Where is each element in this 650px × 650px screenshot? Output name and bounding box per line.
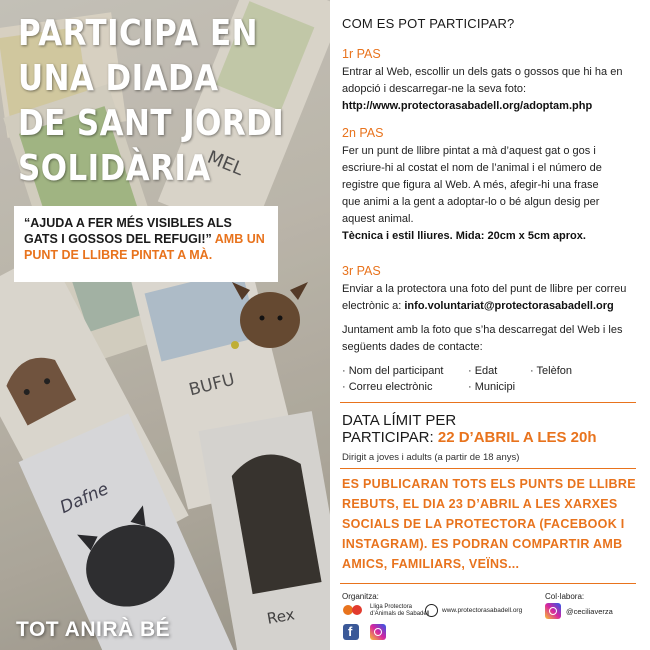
- instagram-icon[interactable]: [370, 624, 386, 640]
- quote-highlight: AMB UN PUNT DE LLIBRE PINTAT A MÀ.: [24, 232, 265, 262]
- title-line: DE SANT JORDI: [18, 103, 285, 144]
- technique-note: Tècnica i estil lliures. Mida: 20cm x 5cm aprox.: [342, 230, 586, 242]
- step-3-label: 3r PAS: [342, 264, 381, 278]
- facebook-icon[interactable]: f: [343, 624, 359, 640]
- title-line: PARTICIPA EN: [18, 13, 258, 54]
- collaborator-label: Col·labora:: [545, 592, 585, 601]
- divider: [340, 583, 636, 584]
- field-item: · Municipi: [468, 381, 516, 393]
- field-item: · Telèfon: [530, 365, 572, 377]
- adopt-url[interactable]: http://www.protectorasabadell.org/adoptam.php: [342, 100, 593, 112]
- step-3-text: Enviar a la protectora una foto del punt de llibre per correu electrònic a: info.voluntariat@protectorasabadell.org Juntament amb la foto que s’ha descarregat del Web i les següents dades de contacte:: [342, 283, 627, 353]
- deadline-title: DATA LÍMIT PER: [342, 412, 457, 429]
- how-to-heading: COM ES POT PARTICIPAR?: [342, 16, 515, 31]
- organizer-label: Organitza:: [342, 592, 379, 601]
- quote-text: “AJUDA A FER MÉS VISIBLES ALS GATS I GOSSOS DEL REFUGI!”: [24, 216, 232, 246]
- divider: [340, 402, 636, 403]
- step-2-text: Fer un punt de llibre pintat a mà d’aquest gat o gos i escriure-hi al costat el nom de l’animal i el número de registre que figura al Web. A més, afegir-hi una frase que animi a la gent a adoptar-lo o bé algun desig per aquest animal. Tècnica i estil lliures. Mida: 20cm x 5cm aprox.: [342, 145, 602, 242]
- contact-email[interactable]: info.voluntariat@protectorasabadell.org: [404, 300, 614, 312]
- field-item: · Edat: [468, 365, 498, 377]
- title-line: SOLIDÀRIA: [18, 148, 211, 189]
- web-icon: [425, 604, 438, 617]
- org-name: Lliga Protectora d’Animals de Sabadell: [370, 604, 430, 617]
- collaborator-handle[interactable]: @ceciliaverza: [566, 607, 613, 616]
- org-logo: [342, 603, 368, 617]
- audience-note: Dirigit a joves i adults (a partir de 18 anys): [342, 452, 520, 463]
- step-2-label: 2n PAS: [342, 126, 384, 140]
- field-item: · Nom del participant: [342, 365, 444, 377]
- step-1-text: Entrar al Web, escollir un dels gats o gossos que hi ha en adopció i descarregar-ne la seva foto: http://www.protectorasabadell.org/adoptam.php: [342, 66, 623, 112]
- field-item: · Correu electrònic: [342, 381, 433, 393]
- deadline-date: 22 D’ABRIL A LES 20h: [437, 429, 597, 446]
- publish-notice: ES PUBLICARAN TOTS ELS PUNTS DE LLIBRE REBUTS, EL DIA 23 D’ABRIL A LES XARXES SOCIALS DE LA PROTECTORA (FACEBOOK I INSTAGRAM). ES PODRAN COMPARTIR AMB AMICS, FAMILIARS, VEÏNS...: [342, 477, 636, 571]
- instagram-icon[interactable]: [545, 603, 561, 619]
- deadline-line: PARTICIPAR: 22 D’ABRIL A LES 20h: [342, 429, 597, 446]
- slogan: TOT ANIRÀ BÉ: [16, 618, 171, 641]
- quote-box: [14, 206, 278, 282]
- title-line: UNA DIADA: [18, 58, 219, 99]
- website-link[interactable]: www.protectorasabadell.org: [442, 607, 523, 614]
- divider: [340, 468, 636, 469]
- step-1-label: 1r PAS: [342, 47, 381, 61]
